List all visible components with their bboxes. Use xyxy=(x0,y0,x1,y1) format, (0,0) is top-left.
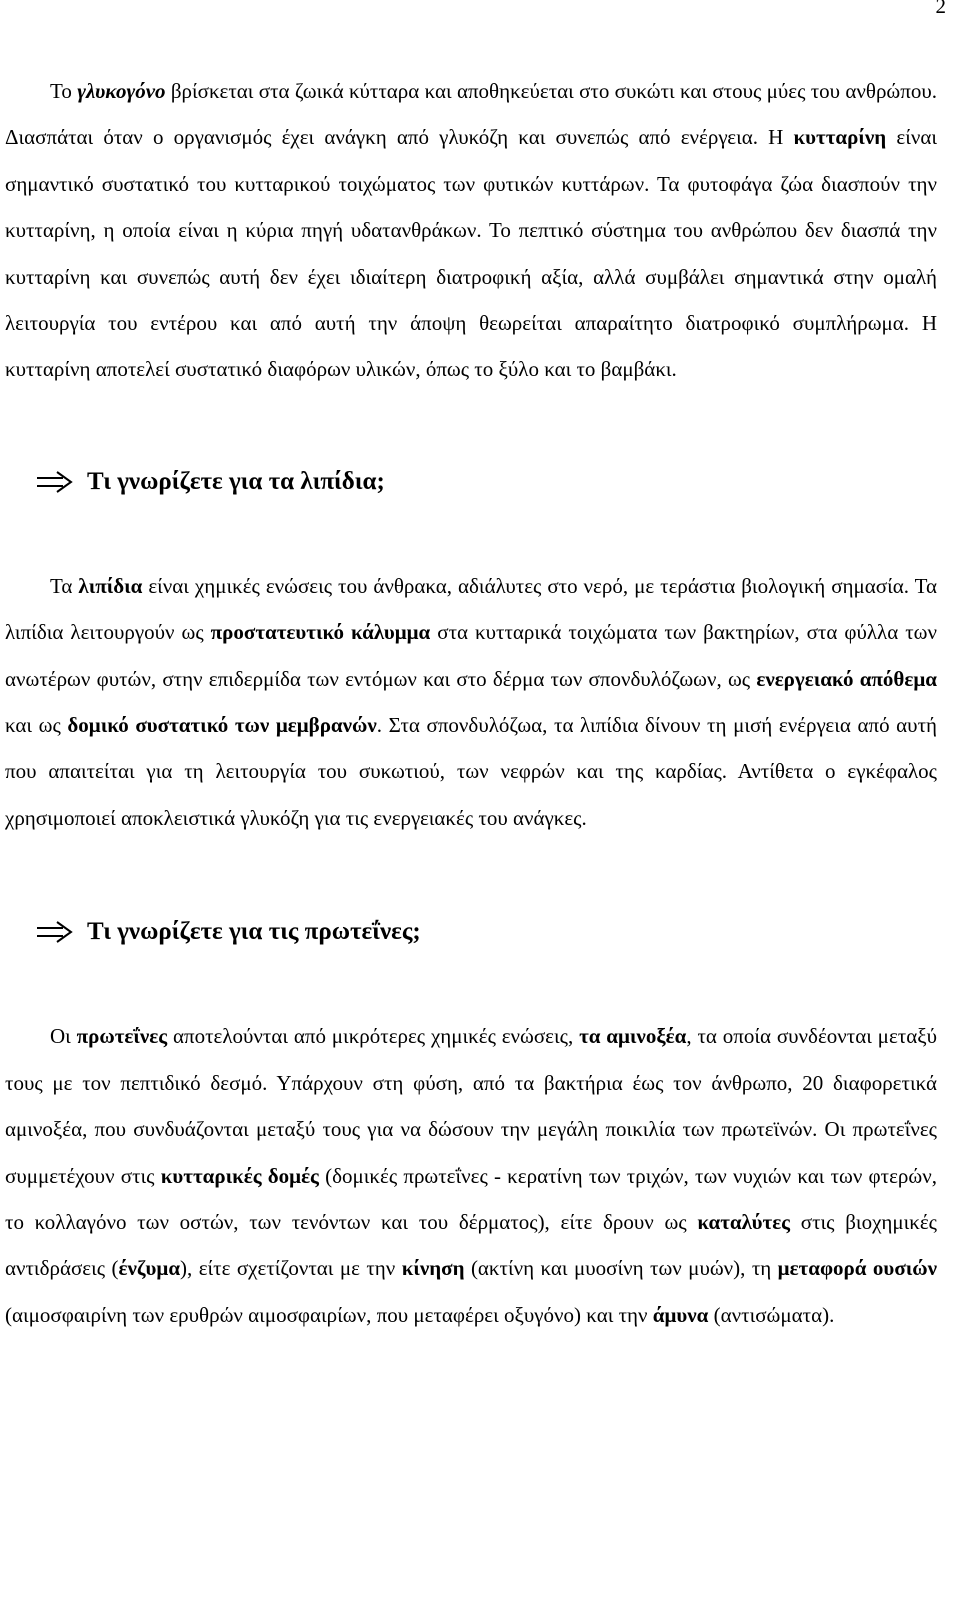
page-number: 2 xyxy=(935,0,946,18)
text-run: , τα οποία συνδέονται μεταξύ τους με τον πεπτιδικό δεσμό. Υπάρχουν στη φύση, από τα βακτήρια έως τον άνθρωπο, 20 διαφορετικά αμινοξέα, που συνδυάζονται μεταξύ τους για να δώσουν την μεγάλη ποικιλία των πρωτεϊνών. Οι πρωτεΐνες συμμετέχουν στις xyxy=(5,1024,937,1188)
text-run: και ως xyxy=(5,713,68,738)
double-right-arrow-icon xyxy=(35,920,75,944)
bold-term: κυτταρίνη xyxy=(793,125,887,150)
bold-term: κυτταρικές δομές xyxy=(160,1163,319,1188)
heading-text: Τι γνωρίζετε για τις πρωτεΐνες; xyxy=(87,918,421,946)
page-content xyxy=(5,68,937,1338)
bold-term: τα αμινοξέα xyxy=(579,1024,687,1049)
paragraph-proteins xyxy=(5,1013,937,1338)
text-run: ), είτε σχετίζονται με την xyxy=(180,1256,402,1281)
bold-term: ένζυμα xyxy=(118,1256,181,1281)
text-run: (ακτίνη και μυοσίνη των μυών), τη xyxy=(464,1256,778,1281)
spacer xyxy=(5,841,937,909)
spacer xyxy=(5,955,937,1013)
text-run: είναι χημικές ενώσεις του άνθρακα, αδιάλυτες στο νερό, με τεράστια βιολογική σημασία. Τα λιπίδια λειτουργούν ως xyxy=(5,573,938,645)
text-run: (δομικές πρωτεΐνες - κερατίνη των τριχών, των νυχιών και των φτερών, το κολλαγόνο των οστών, των τενόντων και του δέρματος), είτε δρουν ως xyxy=(5,1163,937,1234)
spacer xyxy=(5,393,937,459)
text-run: (αιμοσφαιρίνη των ερυθρών αιμοσφαιρίων, που μεταφέρει οξυγόνο) και την xyxy=(5,1302,653,1327)
text-run: είναι σημαντικό συστατικό του κυτταρικού τοιχώματος των φυτικών κυττάρων. Τα φυτοφάγα ζώα διασπούν την κυτταρίνη, η οποία είναι η κύρια πηγή υδατανθράκων. Το πεπτικό σύστημα του ανθρώπου δεν διασπά την κυτταρίνη και συνεπώς αυτή δεν έχει ιδιαίτερη διατροφική αξία, αλλά συμβάλει σημαντικά στην ομαλή λειτουργία του εντέρου και από αυτή την άποψη θεωρείται απαραίτητο διατροφικό συμπλήρωμα. Η κυτταρίνη αποτελεί συστατικό διαφόρων υλικών, όπως το ξύλο και το βαμβάκι. xyxy=(5,125,937,382)
text-run: Οι xyxy=(50,1024,77,1049)
text-run: βρίσκεται στα ζωικά κύτταρα και αποθηκεύεται στο συκώτι και στους μύες του ανθρώπου. Διασπάται όταν ο οργανισμός έχει ανάγκη από γλυκόζη και συνεπώς από ενέργεια. Η xyxy=(5,79,937,150)
section-heading-lipids xyxy=(5,459,937,505)
text-run: στις βιοχημικές αντιδράσεις ( xyxy=(5,1209,938,1281)
text-run: . Στα σπονδυλόζωα, τα λιπίδια δίνουν τη μισή ενέργεια από αυτή που απαιτείται για τη λειτουργία του συκωτιού, των νεφρών και της καρδίας. Αντίθετα ο εγκέφαλος χρησιμοποιεί αποκλειστικά γλυκόζη για τις ενεργειακές του ανάγκες. xyxy=(5,713,937,830)
bold-term: λιπίδια xyxy=(78,573,143,598)
text-run: Τα xyxy=(50,573,79,598)
section-heading-proteins xyxy=(5,909,937,955)
bold-term: ενεργειακό απόθεμα xyxy=(756,666,937,691)
heading-text: Τι γνωρίζετε για τα λιπίδια; xyxy=(87,467,385,495)
bold-term: κίνηση xyxy=(401,1256,465,1281)
text-run: Το xyxy=(50,79,78,103)
double-right-arrow-icon xyxy=(35,470,75,494)
text-run: αποτελούνται από μικρότερες χημικές ενώσεις, xyxy=(167,1024,580,1049)
bold-term: καταλύτες xyxy=(697,1209,791,1234)
bold-term: άμυνα xyxy=(652,1302,709,1327)
bold-term: δομικό συστατικό των μεμβρανών xyxy=(67,713,377,738)
bold-term: γλυκογόνο xyxy=(77,79,166,103)
bold-term: προστατευτικό κάλυμμα xyxy=(210,620,431,645)
spacer xyxy=(5,505,937,563)
bold-term: μεταφορά ουσιών xyxy=(777,1256,938,1281)
text-run: (αντισώματα). xyxy=(708,1302,835,1327)
bold-term: πρωτεΐνες xyxy=(76,1024,168,1049)
paragraph-glycogen xyxy=(5,68,937,393)
text-run: στα κυτταρικά τοιχώματα των βακτηρίων, στα φύλλα των ανωτέρων φυτών, στην επιδερμίδα των εντόμων και στο δέρμα των σπονδυλόζωων, ως xyxy=(5,620,937,691)
paragraph-lipids xyxy=(5,563,937,841)
